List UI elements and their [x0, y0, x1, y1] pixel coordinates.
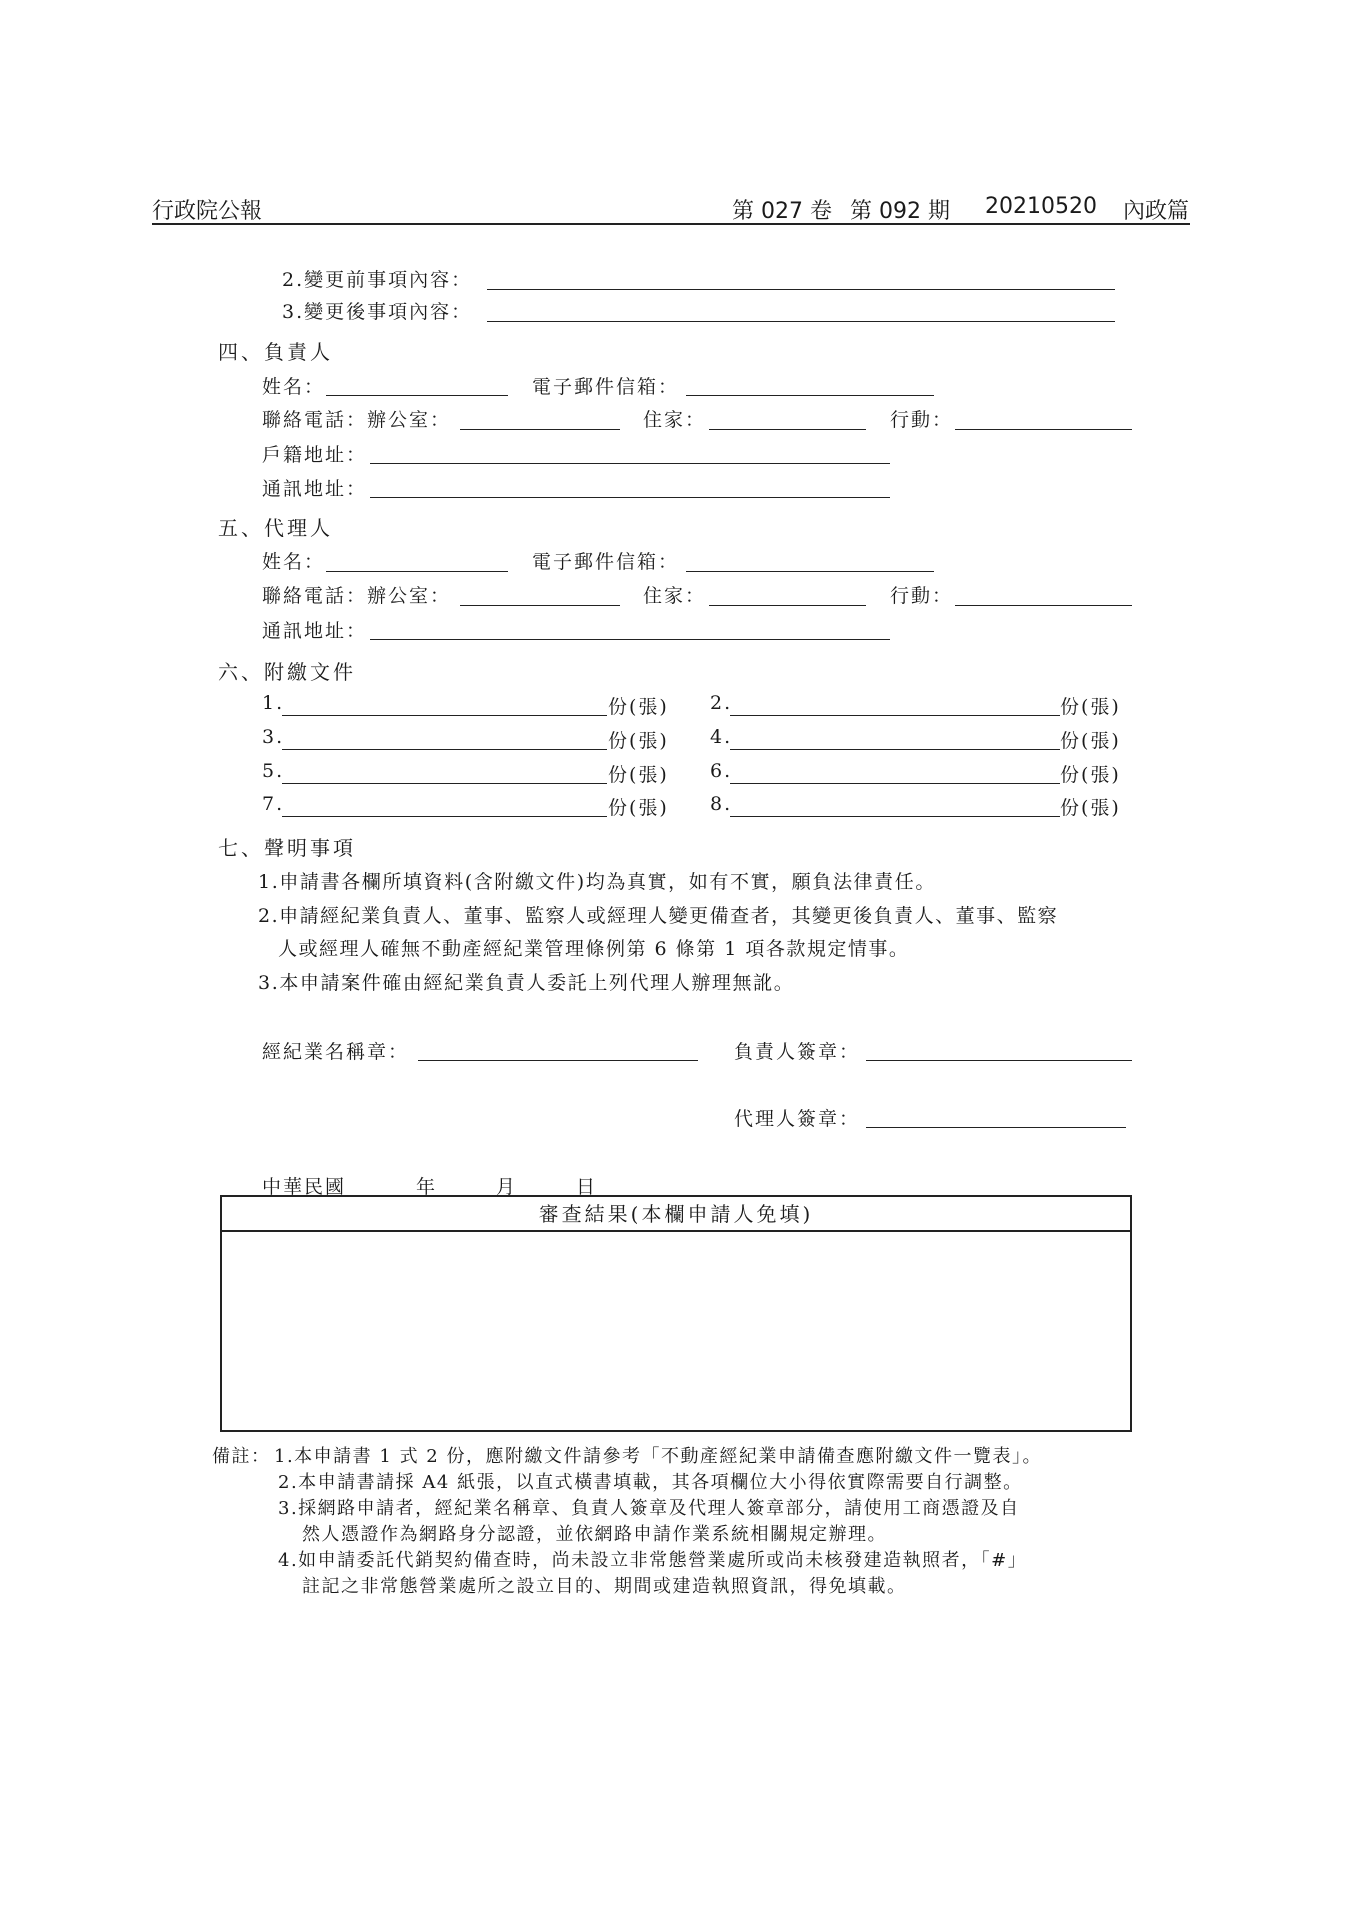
agent-home-label: 住家：	[643, 585, 707, 607]
issue-date: 20210520	[985, 194, 1097, 219]
attachment-7-field[interactable]	[282, 816, 607, 817]
note-4-line2: 註記之非常態營業處所之設立目的、期間或建造執照資訊，得免填載。	[302, 1576, 907, 1597]
attachment-2-field[interactable]	[730, 715, 1060, 716]
company-seal-field[interactable]	[418, 1060, 698, 1061]
declarations-heading: 七、聲明事項	[218, 836, 356, 860]
attachment-7-number: 7.	[262, 793, 285, 815]
attachment-5-field[interactable]	[282, 783, 607, 784]
note-3-line2: 然人憑證作為網路身分認證，並依網路申請作業系統相關規定辦理。	[302, 1524, 887, 1545]
agent-seal-field[interactable]	[866, 1127, 1126, 1128]
attachment-5-number: 5.	[262, 760, 285, 782]
attachment-8-field[interactable]	[730, 816, 1060, 817]
agent-mailing-address-field[interactable]	[370, 639, 890, 640]
company-seal-label: 經紀業名稱章：	[262, 1041, 410, 1063]
agent-office-phone-field[interactable]	[460, 605, 620, 606]
notes-label: 備註：	[212, 1446, 271, 1467]
header-divider	[152, 223, 1190, 225]
responsible-name-label: 姓名：	[262, 376, 326, 398]
date-prefix: 中華民國	[262, 1176, 347, 1198]
attachment-8-number: 8.	[710, 793, 733, 815]
note-2: 2.本申請書請採 A4 紙張，以直式橫書填載，其各項欄位大小得依實際需要自行調整。	[278, 1472, 1023, 1493]
agent-home-phone-field[interactable]	[709, 605, 866, 606]
declaration-2-line2: 人或經理人確無不動產經紀業管理條例第 6 條第 1 項各款規定情事。	[278, 938, 910, 960]
attachment-4-number: 4.	[710, 726, 733, 748]
attachment-1-field[interactable]	[282, 715, 607, 716]
attachment-8-unit: 份(張)	[1060, 797, 1121, 819]
responsible-household-address-label: 戶籍地址：	[262, 444, 368, 466]
attachment-3-field[interactable]	[282, 749, 607, 750]
attachment-3-unit: 份(張)	[608, 730, 669, 752]
publication-title: 行政院公報	[152, 199, 263, 224]
attachment-2-number: 2.	[710, 692, 733, 714]
responsible-mailing-address-field[interactable]	[370, 497, 890, 498]
review-result-box	[220, 1195, 1132, 1432]
responsible-phone-label: 聯絡電話：辦公室：	[262, 409, 452, 431]
responsible-seal-field[interactable]	[866, 1060, 1132, 1061]
responsible-office-phone-field[interactable]	[460, 429, 620, 430]
after-change-label: 3.變更後事項內容：	[282, 301, 473, 323]
agent-email-label: 電子郵件信箱：	[532, 551, 680, 573]
attachment-2-unit: 份(張)	[1060, 696, 1121, 718]
agent-name-label: 姓名：	[262, 551, 326, 573]
month-label: 月	[496, 1176, 518, 1198]
declaration-3: 3.本申請案件確由經紀業負責人委託上列代理人辦理無訛。	[258, 972, 795, 994]
attachment-1-number: 1.	[262, 692, 285, 714]
declaration-2-line1: 2.申請經紀業負責人、董事、監察人或經理人變更備查者，其變更後負責人、董事、監察	[258, 905, 1059, 927]
responsible-seal-label: 負責人簽章：	[734, 1041, 861, 1063]
attachment-4-field[interactable]	[730, 749, 1060, 750]
attachment-6-unit: 份(張)	[1060, 764, 1121, 786]
day-label: 日	[576, 1176, 598, 1198]
agent-mobile-label: 行動：	[890, 585, 954, 607]
review-result-title: 審查結果(本欄申請人免填)	[222, 1197, 1130, 1232]
attachment-7-unit: 份(張)	[608, 797, 669, 819]
responsible-name-field[interactable]	[326, 395, 508, 396]
agent-heading: 五、代理人	[218, 516, 333, 540]
agent-name-field[interactable]	[326, 571, 508, 572]
note-1: 1.本申請書 1 式 2 份，應附繳文件請參考「不動產經紀業申請備查應附繳文件一覽表」。	[274, 1446, 1042, 1467]
agent-mailing-address-label: 通訊地址：	[262, 620, 368, 642]
attachment-6-field[interactable]	[730, 783, 1060, 784]
attachment-6-number: 6.	[710, 760, 733, 782]
responsible-email-label: 電子郵件信箱：	[532, 376, 680, 398]
note-3-line1: 3.採網路申請者，經紀業名稱章、負責人簽章及代理人簽章部分，請使用工商憑證及自	[278, 1498, 1020, 1519]
section-name: 內政篇	[1123, 199, 1190, 224]
responsible-home-phone-field[interactable]	[709, 429, 866, 430]
note-4-line1: 4.如申請委託代銷契約備查時，尚未設立非常態營業處所或尚未核發建造執照者，「#」	[278, 1550, 1028, 1571]
responsible-mobile-field[interactable]	[955, 429, 1132, 430]
responsible-mobile-label: 行動：	[890, 409, 954, 431]
volume-number: 第 027 卷	[732, 199, 832, 224]
issue-number: 第 092 期	[850, 199, 950, 224]
before-change-field[interactable]	[487, 289, 1115, 290]
agent-mobile-field[interactable]	[955, 605, 1132, 606]
attachment-1-unit: 份(張)	[608, 696, 669, 718]
attachment-5-unit: 份(張)	[608, 764, 669, 786]
responsible-mailing-address-label: 通訊地址：	[262, 478, 368, 500]
before-change-label: 2.變更前事項內容：	[282, 269, 473, 291]
responsible-home-label: 住家：	[643, 409, 707, 431]
responsible-household-address-field[interactable]	[370, 463, 890, 464]
agent-phone-label: 聯絡電話：辦公室：	[262, 585, 452, 607]
attachment-4-unit: 份(張)	[1060, 730, 1121, 752]
attachment-3-number: 3.	[262, 726, 285, 748]
agent-email-field[interactable]	[686, 571, 934, 572]
declaration-1: 1.申請書各欄所填資料(含附繳文件)均為真實，如有不實，願負法律責任。	[258, 871, 936, 893]
attachments-heading: 六、附繳文件	[218, 660, 356, 684]
after-change-field[interactable]	[487, 321, 1115, 322]
responsible-heading: 四、負責人	[218, 340, 333, 364]
agent-seal-label: 代理人簽章：	[734, 1108, 861, 1130]
year-label: 年	[416, 1176, 438, 1198]
responsible-email-field[interactable]	[686, 395, 934, 396]
